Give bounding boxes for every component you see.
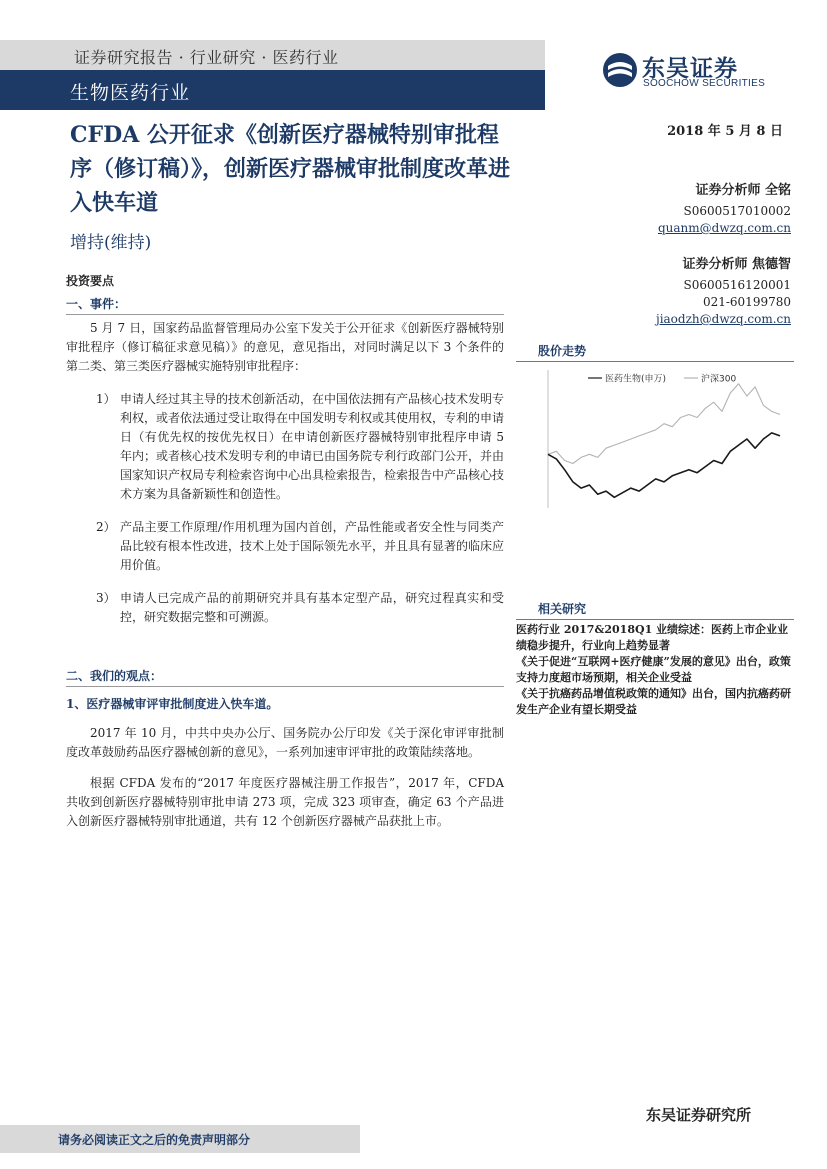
legend-label: 医药生物(申万): [605, 374, 667, 385]
condition-item: [66, 390, 504, 504]
related-research-item[interactable]: 医药行业 2017&2018Q1 业绩综述：医药上市企业业绩稳步提升，行业向上趋势显著: [516, 623, 789, 652]
logo-text-en: SOOCHOW SECURITIES: [643, 78, 766, 89]
related-research-heading-text: 相关研究: [538, 602, 587, 616]
section-divider: [66, 314, 504, 315]
condition-number: 1）: [96, 392, 116, 406]
analyst-card: [656, 256, 791, 328]
section-heading-view: 二、我们的观点：: [66, 669, 163, 683]
view-paragraph: 根据 CFDA 发布的“2017 年度医疗器械注册工作报告”，2017 年，CFDA 共收到创新医疗器械特别审批申请 273 项，完成 323 项审查，确定 63 个产品进入创新医疗器械特别审批通道，共有 12 个创新医疗器械产品获批上市。: [66, 776, 504, 828]
condition-item: [66, 589, 504, 627]
header-industry-band: [0, 70, 545, 110]
view-paragraph: 2017 年 10 月，中共中央办公厅、国务院办公厅印发《关于深化审评审批制度改革鼓励药品医疗器械创新的意见》，一系列加速审评审批的政策陆续落地。: [66, 726, 504, 759]
analyst-card: [658, 182, 791, 237]
analyst-phone: 021-60199780: [702, 295, 791, 309]
stock-price-chart: [536, 364, 786, 514]
footer-disclaimer-band: [0, 1125, 360, 1153]
related-research-item[interactable]: 《关于促进“互联网+医疗健康”发展的意见》出台，政策支持力度超市场预期，相关企业受益: [516, 655, 791, 684]
related-research-list: [516, 622, 794, 718]
stock-chart-heading-text: 股价走势: [538, 344, 587, 358]
condition-text: 产品主要工作原理/作用机理为国内首创，产品性能或者安全性与同类产品比较有根本性改进，技术上处于国际领先水平，并且具有显著的临床应用价值。: [120, 520, 505, 572]
analyst-email-link[interactable]: jiaodzh@dwzq.com.cn: [655, 312, 791, 326]
condition-number: 2）: [96, 520, 116, 534]
logo-mark-icon: [602, 52, 638, 88]
legend-label: 沪深300: [701, 374, 737, 385]
brand-logo: [602, 52, 782, 90]
stock-chart-heading: [516, 340, 794, 362]
section-divider: [66, 686, 504, 687]
section-heading-event: 一、事件：: [66, 297, 127, 311]
report-date: 2018 年 5 月 8 日: [667, 124, 783, 139]
footer-institute: 东吴证券研究所: [645, 1106, 751, 1124]
report-rating: 增持(维持): [70, 233, 152, 253]
condition-number: 3）: [96, 591, 116, 605]
header-breadcrumb-band: [0, 40, 545, 70]
analyst-cert: S0600517010002: [683, 204, 791, 218]
header-breadcrumb: 证券研究报告 · 行业研究 · 医药行业: [74, 48, 339, 67]
analyst-name: 证券分析师 焦德智: [682, 257, 791, 272]
header-industry: 生物医药行业: [70, 82, 191, 104]
logo-text-cn: 东吴证券: [642, 56, 738, 82]
footer-disclaimer[interactable]: 请务必阅读正文之后的免责声明部分: [58, 1133, 251, 1147]
condition-item: [66, 518, 504, 575]
related-research-item[interactable]: 《关于抗癌药品增值税政策的通知》出台，国内抗癌药研发生产企业有望长期受益: [516, 687, 791, 716]
condition-text: 申请人经过其主导的技术创新活动，在中国依法拥有产品核心技术发明专利权，或者依法通过受让取得在中国发明专利权或其使用权，专利的申请日（有优先权的按优先权日）在申请创新医疗器械特别审批程序申请 5 年内；或者核心技术发明专利的申请已由国务院专利行政部门公开，并由国家知识产权局专利检索咨询中心出具检索报告，检索报告中产品核心技术方案为具备新颖性和创造性。: [120, 392, 505, 501]
report-body: [66, 272, 504, 831]
report-title: CFDA 公开征求《创新医疗器械特别审批程序（修订稿）》，创新医疗器械审批制度改革进入快车道: [70, 122, 511, 216]
analyst-email-link[interactable]: quanm@dwzq.com.cn: [657, 221, 791, 235]
summary-label: 投资要点: [66, 274, 115, 288]
subsection-heading: 1、医疗器械审评审批制度进入快车道。: [66, 697, 279, 711]
analyst-name: 证券分析师 全铭: [695, 183, 791, 198]
condition-text: 申请人已完成产品的前期研究并具有基本定型产品，研究过程真实和受控，研究数据完整和可溯源。: [120, 591, 504, 624]
chart-series-line: [548, 384, 780, 464]
event-paragraph: 5 月 7 日，国家药品监督管理局办公室下发关于公开征求《创新医疗器械特别审批程序（修订稿征求意见稿）》的意见，意见指出，对同时满足以下 3 个条件的第二类、第三类医疗器械实施特别审批程序：: [66, 321, 504, 373]
chart-series-line: [548, 433, 780, 497]
analyst-cert: S0600516120001: [683, 278, 791, 292]
related-research-heading: [516, 598, 794, 620]
